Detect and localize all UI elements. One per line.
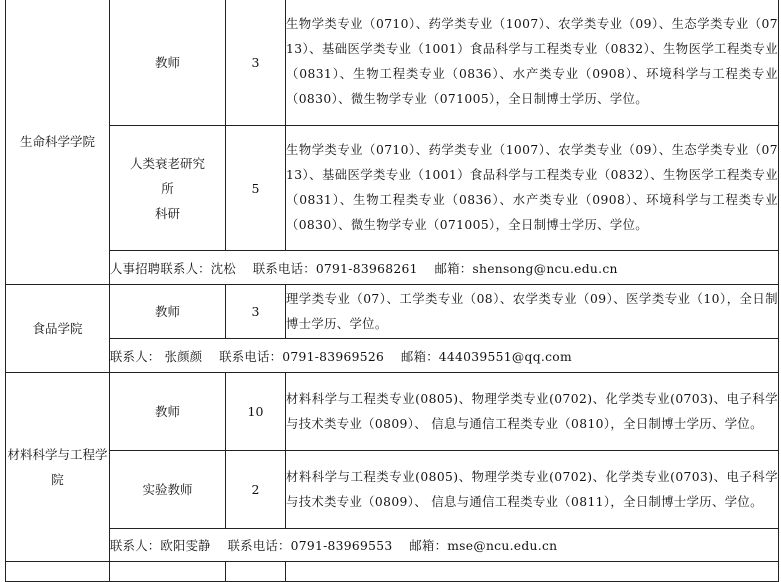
position-title: 教师 (110, 285, 226, 339)
position-count: 10 (226, 373, 286, 451)
cell (286, 562, 779, 582)
position-requirement: 理学类专业（07）、工学类专业（08）、农学类专业（09）、医学类专业（10），全日制博士学历、学位。 (286, 285, 779, 339)
position-count: 5 (226, 126, 286, 251)
position-requirement: 材料科学与工程类专业(0805)、物理学类专业(0702)、化学类专业(0703)、电子科学与技术类专业（0809）、 信息与通信工程类专业（0810），全日制博士学历、学位。 (286, 373, 779, 451)
contact-email: 邮箱：mse@ncu.edu.cn (409, 539, 558, 553)
contact-info (110, 339, 779, 373)
contact-phone: 联系电话：0791-83969526 (219, 349, 385, 364)
table-row (6, 562, 779, 582)
table-row (6, 373, 779, 451)
position-title-line: 所 (161, 180, 174, 196)
position-title: 教师 (110, 0, 226, 126)
contact-email: 邮箱：444039551@qq.com (401, 349, 572, 364)
contact-email: 邮箱：shensong@ncu.edu.cn (434, 261, 618, 276)
cell (6, 562, 110, 582)
position-requirement: 生物学类专业（0710）、药学类专业（1007）、农学类专业（09）、生态学类专业（0713）、基础医学类专业（1001）食品科学与工程类专业（0832）、生物医学工程类专业（0831）、生物工程类专业（0836）、水产类专业（0908）、环境科学与工程类专业（0830）、微生物学专业（071005），全日制博士学历、学位。 (286, 126, 779, 251)
position-title-line: 人类衰老研究 (129, 155, 205, 171)
contact-person: 人事招聘联系人：沈松 (110, 261, 236, 276)
recruitment-table (5, 0, 779, 582)
position-title (110, 126, 226, 251)
position-requirement: 材料科学与工程类专业(0805)、物理学类专业(0702)、化学类专业(0703)、电子科学与技术类专业（0809）、 信息与通信工程类专业（0811），全日制博士学历、学位。 (286, 451, 779, 529)
college-name: 材料科学与工程学院 (6, 373, 110, 562)
position-title-line: 科研 (154, 205, 180, 221)
contact-row (6, 339, 779, 373)
contact-info (110, 251, 779, 285)
college-name: 食品学院 (6, 285, 110, 373)
table-row (6, 126, 779, 251)
contact-phone: 联系电话：0791-83968261 (252, 261, 418, 276)
position-title: 实验教师 (110, 451, 226, 529)
contact-row (6, 529, 779, 562)
table-row (6, 0, 779, 126)
position-count: 2 (226, 451, 286, 529)
college-name: 生命科学学院 (6, 0, 110, 285)
cell (226, 562, 286, 582)
position-title: 教师 (110, 373, 226, 451)
contact-phone: 联系电话：0791-83969553 (227, 539, 393, 553)
position-count: 3 (226, 0, 286, 126)
contact-row (6, 251, 779, 285)
contact-person: 联系人： 张颜颜 (110, 349, 203, 364)
contact-person: 联系人：欧阳雯静 (110, 539, 211, 553)
cell (110, 562, 226, 582)
table-row (6, 285, 779, 339)
position-requirement: 生物学类专业（0710）、药学类专业（1007）、农学类专业（09）、生态学类专业（0713）、基础医学类专业（1001）食品科学与工程类专业（0832）、生物医学工程类专业（0831）、生物工程类专业（0836）、水产类专业（0908）、环境科学与工程类专业（0830）、微生物学专业（071005），全日制博士学历、学位。 (286, 0, 779, 126)
table-row (6, 451, 779, 529)
contact-info (110, 529, 779, 562)
position-count: 3 (226, 285, 286, 339)
